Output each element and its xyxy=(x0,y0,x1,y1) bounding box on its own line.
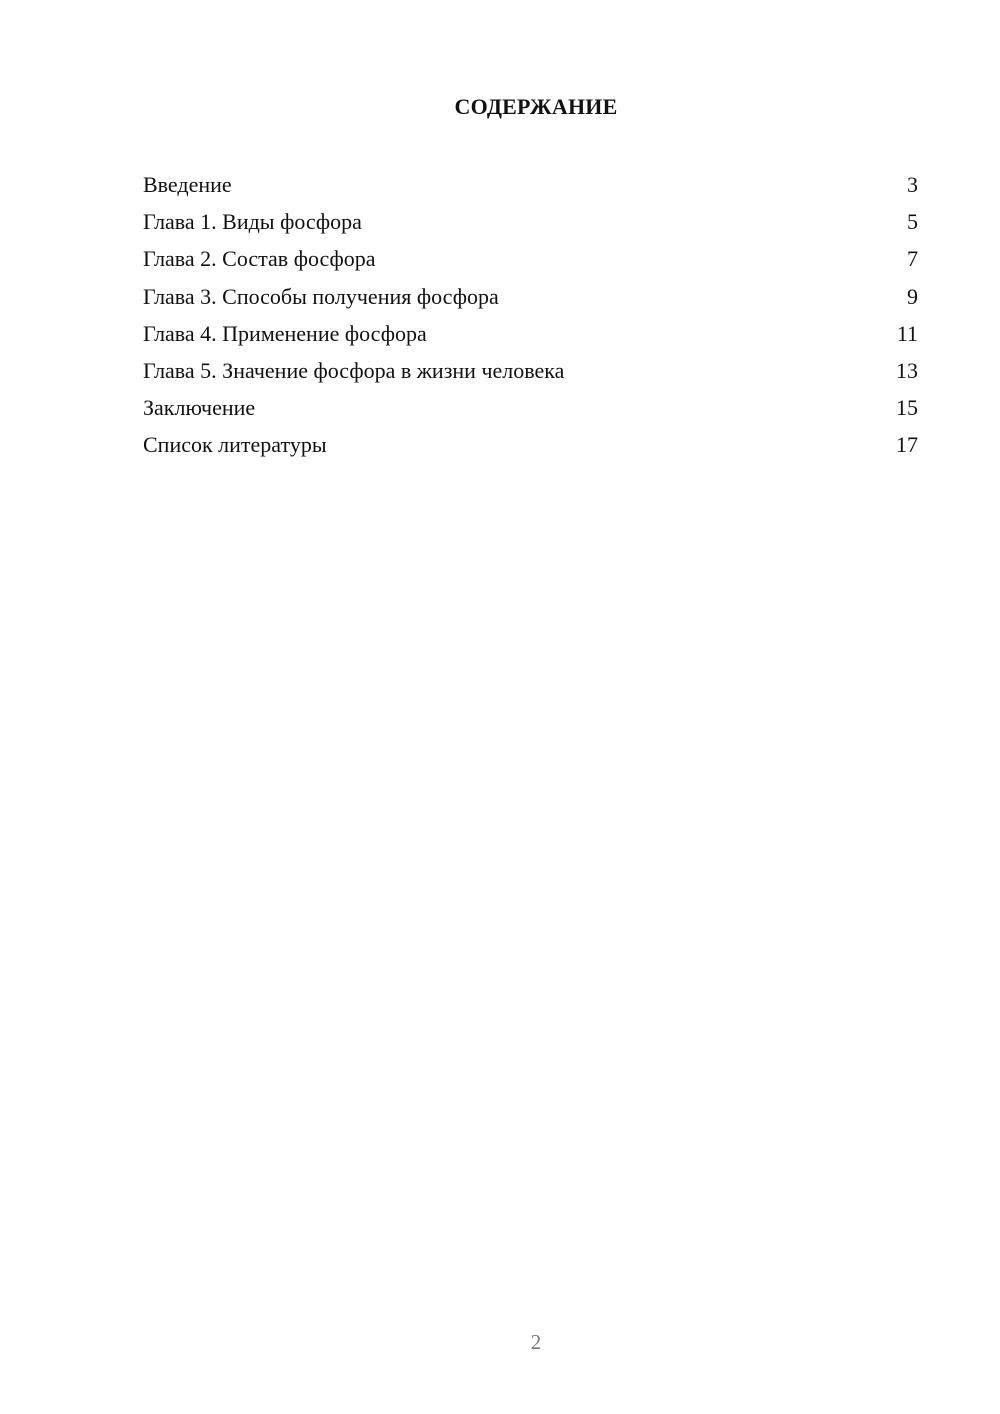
toc-entry-label: Глава 3. Способы получения фосфора xyxy=(143,283,499,309)
toc-entry-page: 3 xyxy=(907,172,918,197)
toc-entry-page: 13 xyxy=(896,357,918,383)
toc-entry-label: Глава 2. Состав фосфора xyxy=(143,246,376,272)
toc-entry-chapter-4 xyxy=(143,315,918,352)
toc-entry-conclusion xyxy=(143,389,918,426)
toc-entry-references xyxy=(143,426,918,463)
toc-entry-page: 15 xyxy=(896,395,918,421)
toc-entry-page: 5 xyxy=(907,209,918,235)
toc-entry-label: Глава 5. Значение фосфора в жизни человека xyxy=(143,357,565,383)
table-of-contents xyxy=(143,166,918,464)
toc-entry-page: 9 xyxy=(907,283,918,309)
toc-entry-chapter-5 xyxy=(143,352,918,389)
toc-entry-chapter-1 xyxy=(143,203,918,240)
toc-entry-label: Заключение xyxy=(143,395,256,421)
toc-entry-label: Глава 1. Виды фосфора xyxy=(143,209,362,235)
toc-entry-page: 7 xyxy=(907,246,918,272)
toc-entry-label: Введение xyxy=(143,172,232,197)
page-number: 2 xyxy=(530,1330,542,1354)
toc-entry-chapter-2 xyxy=(143,240,918,277)
toc-entry-introduction xyxy=(143,166,918,203)
toc-entry-page: 11 xyxy=(896,320,918,346)
toc-entry-chapter-3 xyxy=(143,278,918,315)
toc-entry-page: 17 xyxy=(896,432,918,458)
page-title: СОДЕРЖАНИЕ xyxy=(454,94,618,119)
toc-entry-label: Глава 4. Применение фосфора xyxy=(143,320,427,346)
toc-entry-label: Список литературы xyxy=(143,432,327,458)
